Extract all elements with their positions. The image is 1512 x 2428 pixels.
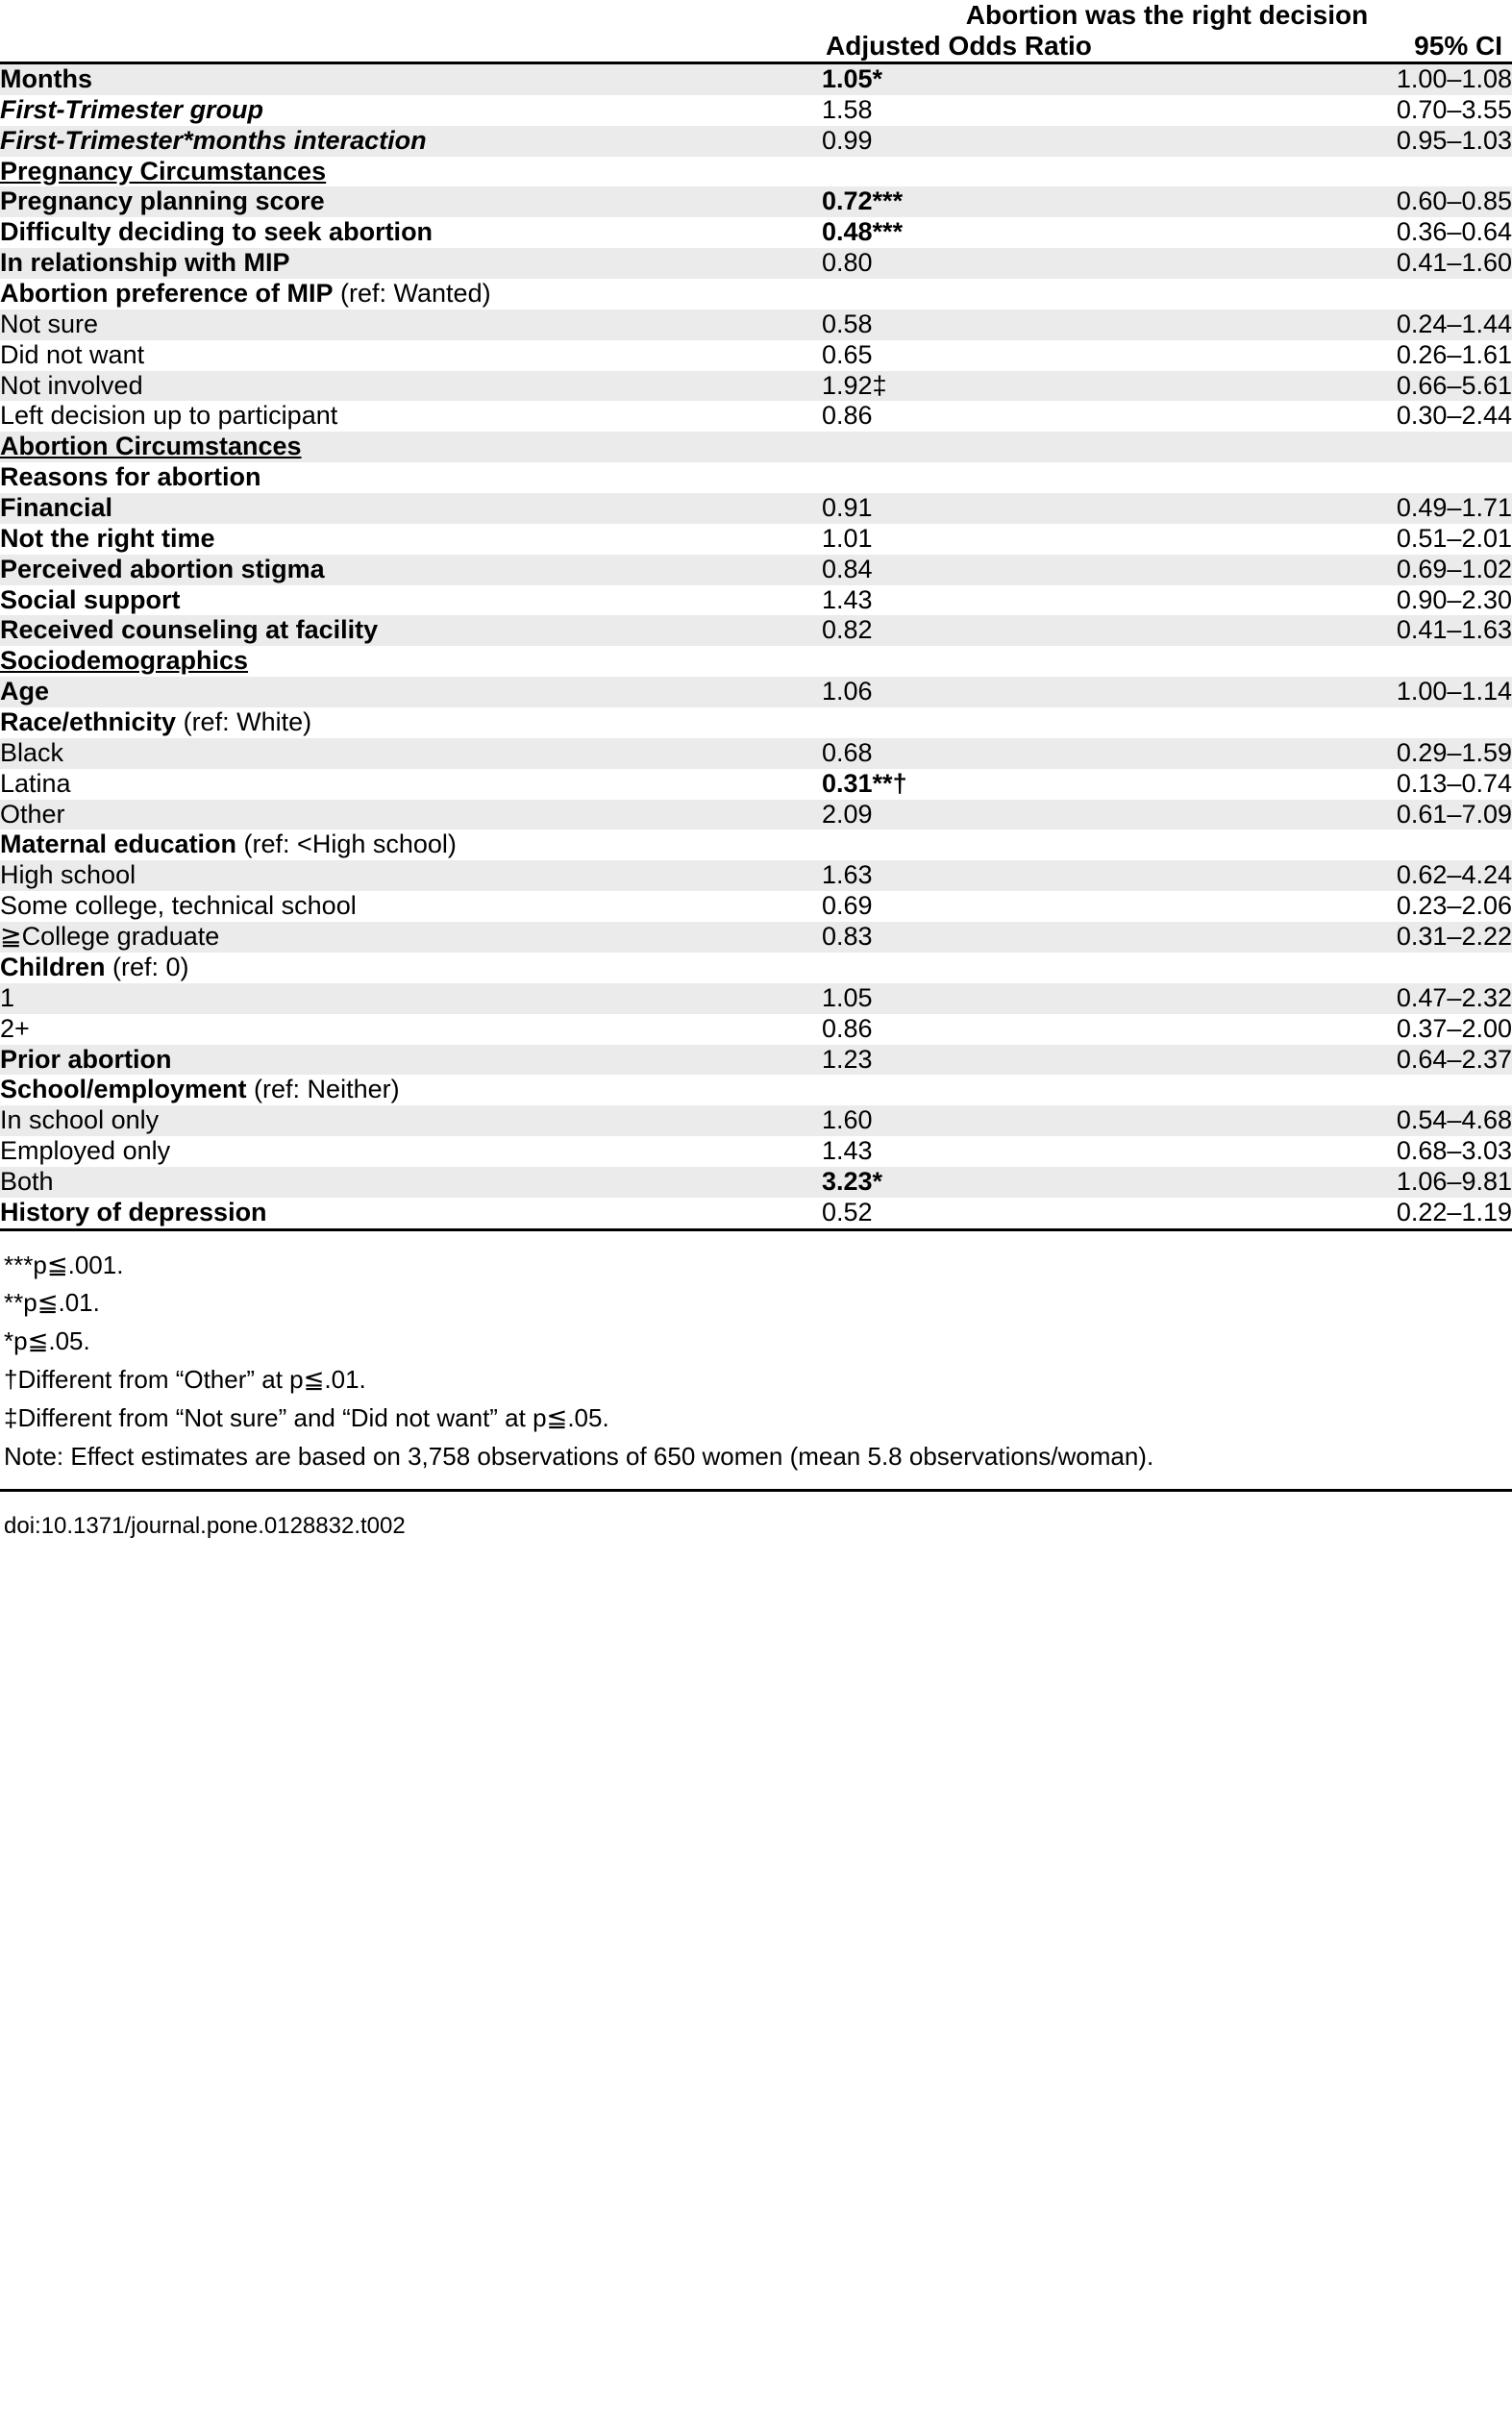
footnotes [0,1231,1512,1476]
row-label [0,1014,822,1045]
row-label [0,1075,822,1105]
row-label [0,1136,822,1167]
row-label-text: Abortion preference of MIP [0,279,334,309]
header-empty-cell [0,0,822,31]
table-row [0,524,1512,555]
row-adjusted-odds-ratio: 1.43 [822,585,1197,616]
row-label-text: School/employment [0,1075,247,1104]
table-row [0,800,1512,830]
row-label-text: Sociodemographics [0,646,249,676]
row-label [0,432,822,462]
row-confidence-interval: 0.29–1.59 [1197,738,1512,769]
row-confidence-interval: 0.95–1.03 [1197,126,1512,157]
row-adjusted-odds-ratio: 0.72*** [822,186,1197,217]
row-label [0,615,822,646]
row-confidence-interval [1197,432,1512,462]
row-label [0,922,822,953]
row-confidence-interval: 0.70–3.55 [1197,95,1512,126]
row-label-text: Left decision up to participant [0,401,338,431]
row-label [0,340,822,371]
row-label-text: Maternal education [0,830,237,859]
row-label [0,371,822,402]
row-label [0,677,822,707]
row-adjusted-odds-ratio: 0.91 [822,493,1197,524]
row-adjusted-odds-ratio: 0.86 [822,1014,1197,1045]
table-row [0,1075,1512,1105]
table-row [0,248,1512,279]
row-label [0,401,822,432]
row-label [0,157,822,187]
row-label-text: Abortion Circumstances [0,432,302,461]
row-confidence-interval [1197,1075,1512,1105]
row-confidence-interval: 1.00–1.08 [1197,63,1512,95]
table-row [0,860,1512,891]
footnote-line: **p≦.01. [4,1288,100,1318]
row-adjusted-odds-ratio [822,707,1197,738]
doi-line: doi:10.1371/journal.pone.0128832.t002 [0,1489,1512,1549]
row-label [0,585,822,616]
table-row [0,1105,1512,1136]
row-label-reference: (ref: White) [176,707,312,737]
row-label-text: Prior abortion [0,1044,172,1074]
row-adjusted-odds-ratio [822,646,1197,677]
row-adjusted-odds-ratio [822,953,1197,983]
row-label-text: Difficulty deciding to seek abortion [0,217,434,247]
row-label [0,830,822,860]
row-confidence-interval: 0.37–2.00 [1197,1014,1512,1045]
row-adjusted-odds-ratio: 0.58 [822,310,1197,340]
row-label-text: Months [0,64,92,93]
row-label [0,462,822,493]
table-row [0,646,1512,677]
table-row [0,126,1512,157]
row-label [0,891,822,922]
row-confidence-interval: 0.60–0.85 [1197,186,1512,217]
table-row [0,217,1512,248]
row-label [0,217,822,248]
row-confidence-interval: 0.68–3.03 [1197,1136,1512,1167]
table-row [0,340,1512,371]
row-label [0,738,822,769]
row-adjusted-odds-ratio: 1.05* [822,63,1197,95]
row-adjusted-odds-ratio: 0.52 [822,1198,1197,1229]
table-row [0,953,1512,983]
table-row [0,769,1512,800]
row-label-text: In school only [0,1105,160,1135]
row-label-reference: (ref: Wanted) [333,279,491,309]
table-row [0,157,1512,187]
row-confidence-interval: 0.47–2.32 [1197,983,1512,1014]
row-label [0,248,822,279]
row-confidence-interval [1197,157,1512,187]
row-label-text: High school [0,860,136,890]
row-confidence-interval: 0.69–1.02 [1197,555,1512,585]
row-label-reference: (ref: <High school) [236,830,457,859]
row-adjusted-odds-ratio [822,462,1197,493]
row-adjusted-odds-ratio: 1.63 [822,860,1197,891]
row-adjusted-odds-ratio: 0.83 [822,922,1197,953]
row-confidence-interval [1197,830,1512,860]
row-label-text: 2+ [0,1013,30,1043]
row-confidence-interval [1197,279,1512,310]
row-confidence-interval: 0.66–5.61 [1197,371,1512,402]
row-confidence-interval: 1.06–9.81 [1197,1167,1512,1198]
table-row [0,1136,1512,1167]
row-label [0,800,822,830]
row-confidence-interval: 0.31–2.22 [1197,922,1512,953]
row-label-text: Not involved [0,370,143,400]
row-label [0,310,822,340]
row-confidence-interval: 1.00–1.14 [1197,677,1512,707]
table-row [0,279,1512,310]
table-row [0,738,1512,769]
table-row [0,493,1512,524]
row-label-text: Age [0,677,50,706]
table-row [0,983,1512,1014]
row-label-text: Pregnancy Circumstances [0,156,327,186]
row-confidence-interval: 0.64–2.37 [1197,1045,1512,1076]
row-label-text: Financial [0,493,113,523]
row-label [0,95,822,126]
row-adjusted-odds-ratio: 1.01 [822,524,1197,555]
row-label [0,186,822,217]
row-label [0,1167,822,1198]
table-body [0,63,1512,1230]
row-confidence-interval: 0.13–0.74 [1197,769,1512,800]
row-confidence-interval: 0.30–2.44 [1197,401,1512,432]
row-label-text: 1 [0,982,15,1012]
row-label [0,524,822,555]
row-adjusted-odds-ratio: 0.48*** [822,217,1197,248]
row-label-text: Not sure [0,309,99,338]
row-label [0,555,822,585]
row-label-text: Did not want [0,339,145,369]
row-label [0,983,822,1014]
table-row [0,585,1512,616]
row-confidence-interval: 0.49–1.71 [1197,493,1512,524]
table-row [0,1045,1512,1076]
table-row [0,63,1512,95]
row-label-text: Other [0,799,65,829]
table-row [0,95,1512,126]
row-confidence-interval [1197,462,1512,493]
row-adjusted-odds-ratio: 0.68 [822,738,1197,769]
table-row [0,1014,1512,1045]
row-adjusted-odds-ratio: 0.82 [822,615,1197,646]
row-confidence-interval: 0.22–1.19 [1197,1198,1512,1229]
row-confidence-interval [1197,953,1512,983]
row-adjusted-odds-ratio: 0.69 [822,891,1197,922]
row-confidence-interval: 0.26–1.61 [1197,340,1512,371]
row-label-text: ≧College graduate [0,922,220,952]
row-adjusted-odds-ratio: 1.06 [822,677,1197,707]
footnote-line: ‡Different from “Not sure” and “Did not want” at p≦.05. [4,1402,609,1432]
table-row [0,707,1512,738]
row-label [0,707,822,738]
row-confidence-interval: 0.41–1.60 [1197,248,1512,279]
row-label-text: Black [0,737,64,767]
row-label-reference: (ref: 0) [105,952,189,981]
row-adjusted-odds-ratio: 0.65 [822,340,1197,371]
row-adjusted-odds-ratio: 1.23 [822,1045,1197,1076]
row-adjusted-odds-ratio [822,830,1197,860]
header-group-row [0,0,1512,31]
row-label [0,63,822,95]
table-row [0,432,1512,462]
row-confidence-interval: 0.61–7.09 [1197,800,1512,830]
table-row [0,462,1512,493]
row-confidence-interval: 0.54–4.68 [1197,1105,1512,1136]
row-confidence-interval: 0.41–1.63 [1197,615,1512,646]
row-label-text: Employed only [0,1136,171,1166]
footnote-line: *p≦.05. [4,1326,90,1356]
row-adjusted-odds-ratio [822,432,1197,462]
row-label [0,646,822,677]
row-label-text: First-Trimester*months interaction [0,125,427,155]
row-label [0,953,822,983]
row-adjusted-odds-ratio: 0.31**† [822,769,1197,800]
footnote-line: ***p≦.001. [4,1250,124,1279]
footnote-line: Note: Effect estimates are based on 3,758 observations of 650 women (mean 5.8 observations/woman). [4,1441,1154,1471]
table-row [0,310,1512,340]
table-row [0,1198,1512,1229]
row-label-text: Social support [0,584,181,614]
row-adjusted-odds-ratio: 2.09 [822,800,1197,830]
row-label-text: Race/ethnicity [0,707,177,737]
row-adjusted-odds-ratio: 3.23* [822,1167,1197,1198]
header-columns-row [0,31,1512,63]
row-confidence-interval [1197,646,1512,677]
row-label [0,1105,822,1136]
row-adjusted-odds-ratio: 1.05 [822,983,1197,1014]
row-adjusted-odds-ratio: 0.86 [822,401,1197,432]
row-label [0,279,822,310]
row-label [0,769,822,800]
table-row [0,1167,1512,1198]
header-label-col [0,31,822,63]
row-label-text: Reasons for abortion [0,462,261,492]
row-confidence-interval: 0.23–2.06 [1197,891,1512,922]
row-label-text: Latina [0,768,71,798]
row-label-text: Received counseling at facility [0,615,379,645]
header-group-title: Abortion was the right decision [965,0,1369,30]
row-label-reference: (ref: Neither) [246,1075,400,1104]
row-label-text: Both [0,1166,54,1196]
row-adjusted-odds-ratio [822,279,1197,310]
table-row [0,891,1512,922]
row-label-text: First-Trimester group [0,94,264,124]
row-label-text: Some college, technical school [0,891,357,921]
table-row [0,830,1512,860]
row-label-text: Not the right time [0,523,215,553]
row-label [0,1198,822,1229]
row-adjusted-odds-ratio: 1.43 [822,1136,1197,1167]
row-label [0,493,822,524]
table-row [0,922,1512,953]
row-confidence-interval [1197,707,1512,738]
row-confidence-interval: 0.90–2.30 [1197,585,1512,616]
row-label-text: Perceived abortion stigma [0,554,325,583]
row-label-text: History of depression [0,1197,267,1226]
table-header [0,0,1512,63]
table-row [0,401,1512,432]
row-confidence-interval: 0.36–0.64 [1197,217,1512,248]
table-row [0,186,1512,217]
row-confidence-interval: 0.62–4.24 [1197,860,1512,891]
row-label-text: In relationship with MIP [0,248,290,278]
row-adjusted-odds-ratio: 1.92‡ [822,371,1197,402]
row-confidence-interval: 0.24–1.44 [1197,310,1512,340]
row-label [0,860,822,891]
table-row [0,615,1512,646]
row-label [0,126,822,157]
row-adjusted-odds-ratio [822,157,1197,187]
row-adjusted-odds-ratio: 1.58 [822,95,1197,126]
row-adjusted-odds-ratio: 1.60 [822,1105,1197,1136]
row-label-text: Children [0,952,106,981]
table-row [0,677,1512,707]
table-row [0,555,1512,585]
row-adjusted-odds-ratio [822,1075,1197,1105]
table-row [0,371,1512,402]
row-label [0,1045,822,1076]
row-adjusted-odds-ratio: 0.84 [822,555,1197,585]
row-adjusted-odds-ratio: 0.80 [822,248,1197,279]
header-ci-col: 95% CI [1197,31,1512,63]
footnote-line: †Different from “Other” at p≦.01. [4,1365,366,1395]
header-aor-col: Adjusted Odds Ratio [822,31,1197,63]
row-adjusted-odds-ratio: 0.99 [822,126,1197,157]
row-confidence-interval: 0.51–2.01 [1197,524,1512,555]
row-label-text: Pregnancy planning score [0,186,325,216]
